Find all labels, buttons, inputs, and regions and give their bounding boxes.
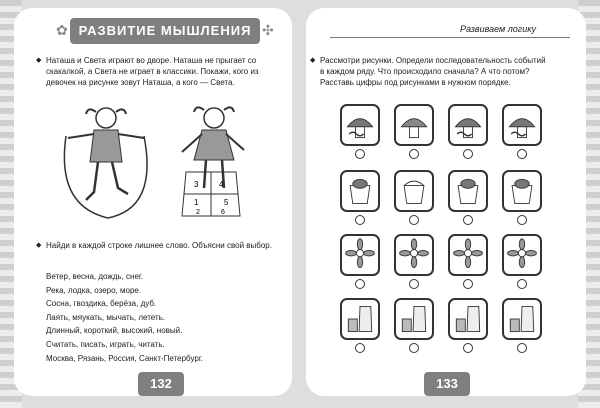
order-answer-circle[interactable] bbox=[355, 343, 365, 353]
order-answer-circle[interactable] bbox=[463, 279, 473, 289]
word-row: Лаять, мяукать, мычать, лететь. bbox=[46, 312, 165, 322]
word-row: Ветер, весна, дождь, снег. bbox=[46, 272, 144, 281]
mushroom-worm-icon bbox=[450, 106, 486, 144]
flower-icon bbox=[342, 236, 378, 274]
word-row: Москва, Рязань, Россия, Санкт-Петербург. bbox=[46, 353, 203, 363]
hopscotch-number: 4 bbox=[219, 180, 224, 189]
order-answer-circle[interactable] bbox=[517, 343, 527, 353]
order-answer-circle[interactable] bbox=[463, 149, 473, 159]
picture-cell bbox=[394, 104, 434, 146]
order-answer-circle[interactable] bbox=[355, 279, 365, 289]
hopscotch-number: 3 bbox=[194, 180, 199, 189]
task-girls: ◆ Наташа и Света играют во дворе. Наташа не прыгает со скакалкой, а Света не играет в классики. Покажи, кого из девочек на рисунке зовут Наташа, а кого — Света. bbox=[46, 55, 278, 88]
order-answer-circle[interactable] bbox=[517, 279, 527, 289]
section-banner: РАЗВИТИЕ МЫШЛЕНИЯ bbox=[70, 18, 260, 44]
mushroom-icon bbox=[396, 106, 432, 144]
picture-cell bbox=[340, 298, 380, 340]
girls-illustration bbox=[46, 96, 296, 226]
hopscotch-number: 1 bbox=[194, 198, 199, 207]
picture-cell bbox=[340, 170, 380, 212]
picture-cell bbox=[394, 298, 434, 340]
butterfly-icon: ✿ bbox=[56, 22, 68, 38]
picture-cell bbox=[448, 234, 488, 276]
mushroom-worm-icon bbox=[342, 106, 378, 144]
girl-jumping-rope-illustration bbox=[64, 108, 147, 218]
picture-cell bbox=[502, 234, 542, 276]
picture-cell bbox=[502, 170, 542, 212]
word-row: Река, лодка, озеро, море. bbox=[46, 285, 142, 295]
page-header-right: Развиваем логику bbox=[330, 24, 570, 38]
flower-icon bbox=[450, 236, 486, 274]
picture-cell bbox=[340, 234, 380, 276]
hopscotch-number: 5 bbox=[224, 198, 229, 207]
jug-glass-icon bbox=[450, 300, 486, 338]
picture-cell bbox=[448, 298, 488, 340]
flower-icon bbox=[396, 236, 432, 274]
hopscotch-number: 6 bbox=[221, 209, 225, 216]
page-number-left: 132 bbox=[138, 372, 184, 396]
mushroom-worm-icon bbox=[504, 106, 540, 144]
bucket-fish-icon bbox=[342, 172, 378, 210]
order-answer-circle[interactable] bbox=[409, 343, 419, 353]
word-list bbox=[46, 270, 203, 365]
flower-icon bbox=[504, 236, 540, 274]
picture-cell bbox=[502, 298, 542, 340]
picture-cell bbox=[394, 170, 434, 212]
picture-cell bbox=[448, 170, 488, 212]
word-row: Считать, писать, играть, читать. bbox=[46, 339, 165, 349]
jug-glass-icon bbox=[504, 300, 540, 338]
picture-cell bbox=[502, 104, 542, 146]
picture-cell bbox=[394, 234, 434, 276]
bucket-icon bbox=[396, 172, 432, 210]
order-answer-circle[interactable] bbox=[409, 279, 419, 289]
order-answer-circle[interactable] bbox=[409, 215, 419, 225]
order-answer-circle[interactable] bbox=[409, 149, 419, 159]
task-sequence: ◆ Рассмотри рисунки. Определи последовательность событий в каждом ряду. Что происходило сначала? А что потом? Расставь цифры под рисунками в нужном порядке. bbox=[320, 55, 550, 88]
dragonfly-icon: ✣ bbox=[262, 22, 274, 38]
girl-hopscotch-illustration bbox=[182, 107, 244, 216]
word-row: Сосна, гвоздика, берёза, дуб. bbox=[46, 299, 157, 309]
order-answer-circle[interactable] bbox=[355, 149, 365, 159]
order-answer-circle[interactable] bbox=[463, 343, 473, 353]
jug-glass-icon bbox=[342, 300, 378, 338]
hopscotch-number: 2 bbox=[196, 209, 200, 216]
picture-cell bbox=[340, 104, 380, 146]
picture-cell bbox=[448, 104, 488, 146]
bucket-fish-icon bbox=[450, 172, 486, 210]
order-answer-circle[interactable] bbox=[355, 215, 365, 225]
bucket-fish-icon bbox=[504, 172, 540, 210]
task-odd-word: ◆ Найди в каждой строке лишнее слово. Объясни свой выбор. bbox=[46, 240, 278, 251]
order-answer-circle[interactable] bbox=[517, 215, 527, 225]
word-row: Длинный, короткий, высокий, новый. bbox=[46, 326, 183, 336]
page-number-right: 133 bbox=[424, 372, 470, 396]
order-answer-circle[interactable] bbox=[517, 149, 527, 159]
jug-glass-icon bbox=[396, 300, 432, 338]
order-answer-circle[interactable] bbox=[463, 215, 473, 225]
